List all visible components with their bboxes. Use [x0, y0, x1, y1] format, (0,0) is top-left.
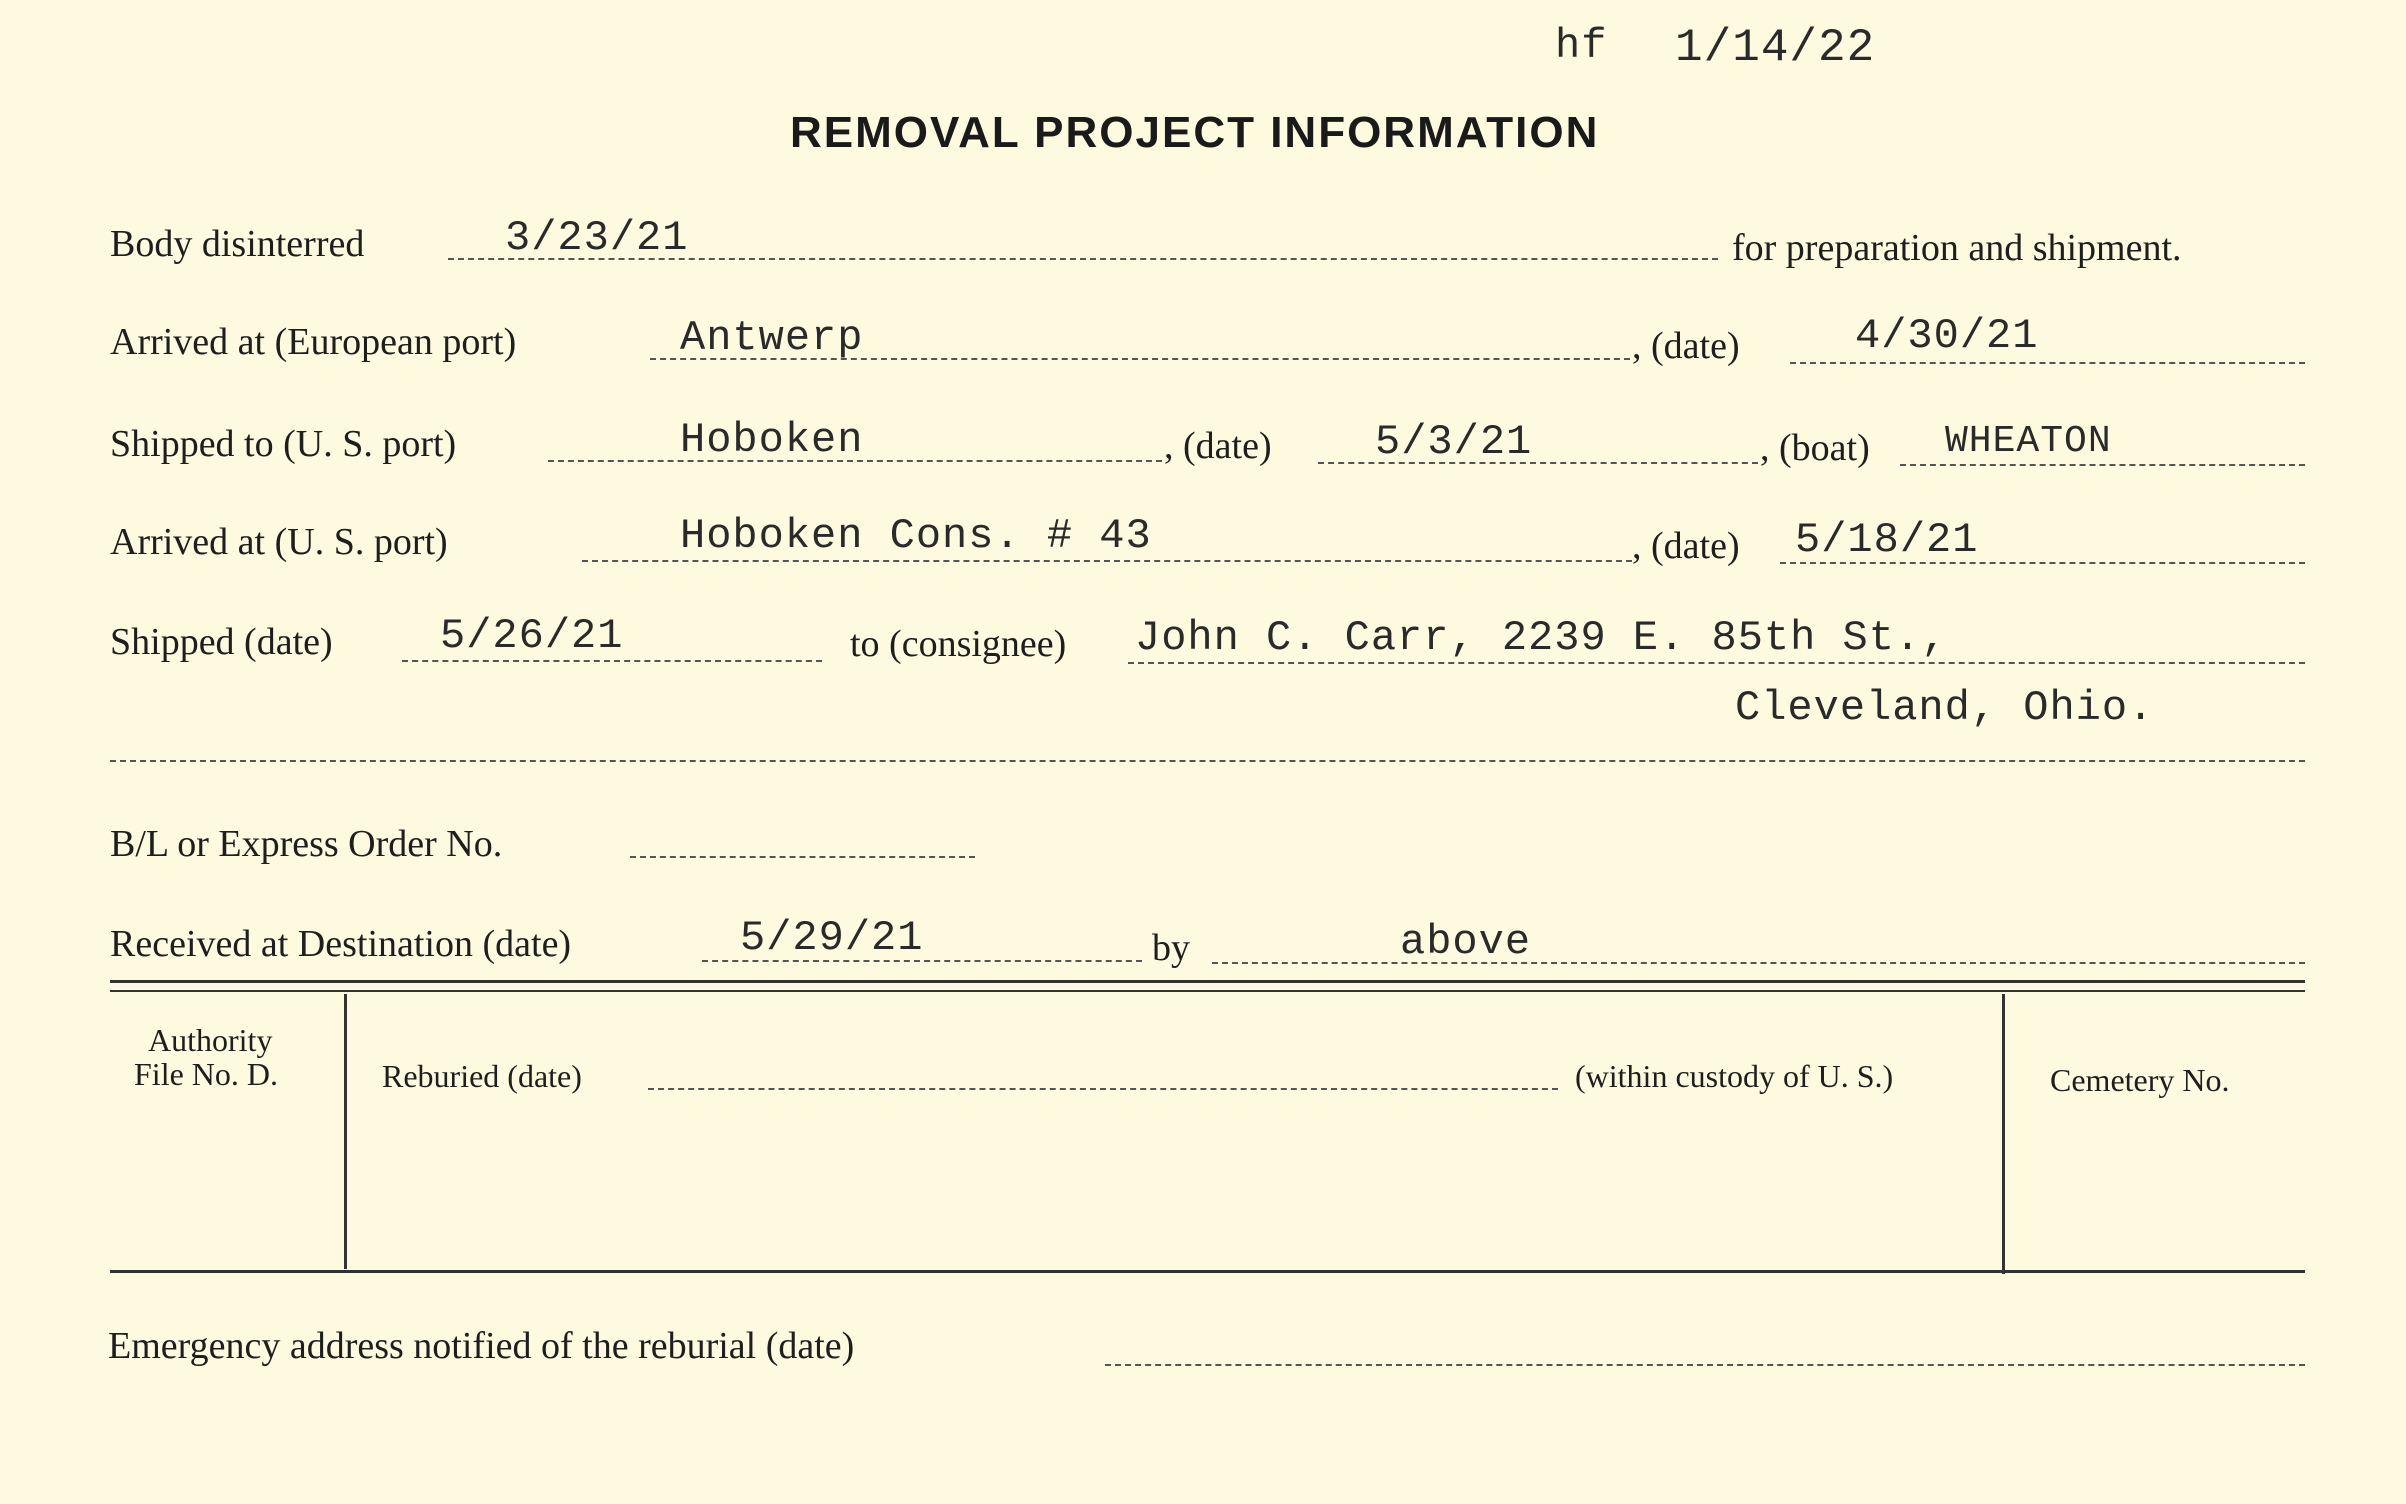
body-disinterred-label: Body disinterred	[110, 223, 365, 265]
by-label: by	[1152, 927, 1190, 969]
shipped-date-label: Shipped (date)	[110, 621, 333, 663]
table-top-rule-2	[110, 990, 2305, 992]
emergency-label: Emergency address notified of the reburial (date)	[108, 1325, 855, 1367]
arrived-us-line	[582, 560, 1632, 562]
consignee-line1: John C. Carr, 2239 E. 85th St.,	[1135, 614, 1948, 662]
custody-label: (within custody of U. S.)	[1575, 1058, 1894, 1094]
arrived-us-value: Hoboken Cons. # 43	[680, 512, 1152, 560]
arrived-eu-date-label: , (date)	[1632, 325, 1740, 367]
consignee-extra-line	[110, 760, 2305, 762]
cemetery-label: Cemetery No.	[2050, 1062, 2230, 1098]
arrived-eu-value: Antwerp	[680, 314, 864, 362]
body-disinterred-value: 3/23/21	[505, 214, 689, 262]
arrived-us-label: Arrived at (U. S. port)	[110, 521, 448, 563]
arrived-eu-date-value: 4/30/21	[1855, 312, 2039, 360]
reburied-line	[648, 1088, 1558, 1090]
form-title: REMOVAL PROJECT INFORMATION	[790, 108, 1600, 157]
by-value: above	[1400, 918, 1532, 966]
boat-value: WHEATON	[1945, 420, 2112, 463]
body-disinterred-suffix: for preparation and shipment.	[1732, 227, 2182, 269]
stamp-date: 1/14/22	[1675, 22, 1876, 74]
arrived-eu-date-line	[1790, 362, 2305, 364]
shipped-us-label: Shipped to (U. S. port)	[110, 423, 457, 465]
shipped-us-date-label: , (date)	[1164, 425, 1272, 467]
emergency-line	[1105, 1364, 2305, 1366]
table-divider-2	[2002, 994, 2005, 1274]
table-divider-1	[344, 994, 347, 1269]
received-value: 5/29/21	[740, 914, 924, 962]
consignee-line2: Cleveland, Ohio.	[1735, 684, 2155, 732]
shipped-us-date-value: 5/3/21	[1375, 418, 1533, 466]
consignee-line	[1128, 662, 2305, 664]
table-bottom-rule	[110, 1270, 2305, 1273]
reburied-label: Reburied (date)	[382, 1058, 582, 1094]
shipped-us-value: Hoboken	[680, 416, 864, 464]
arrived-us-date-label: , (date)	[1632, 525, 1740, 567]
boat-line	[1900, 464, 2305, 466]
received-label: Received at Destination (date)	[110, 923, 572, 965]
by-line	[1212, 962, 2305, 964]
arrived-eu-label: Arrived at (European port)	[110, 321, 517, 363]
shipped-date-line	[402, 660, 822, 662]
table-top-rule	[110, 980, 2305, 983]
authority-label-1: Authority	[148, 1022, 273, 1058]
bl-label: B/L or Express Order No.	[110, 823, 503, 865]
boat-label: , (boat)	[1760, 427, 1870, 469]
initials: hf	[1555, 22, 1608, 70]
bl-line	[630, 856, 975, 858]
shipped-date-value: 5/26/21	[440, 612, 624, 660]
consignee-label: to (consignee)	[850, 623, 1067, 665]
authority-label-2: File No. D.	[134, 1056, 278, 1092]
arrived-us-date-value: 5/18/21	[1795, 516, 1979, 564]
